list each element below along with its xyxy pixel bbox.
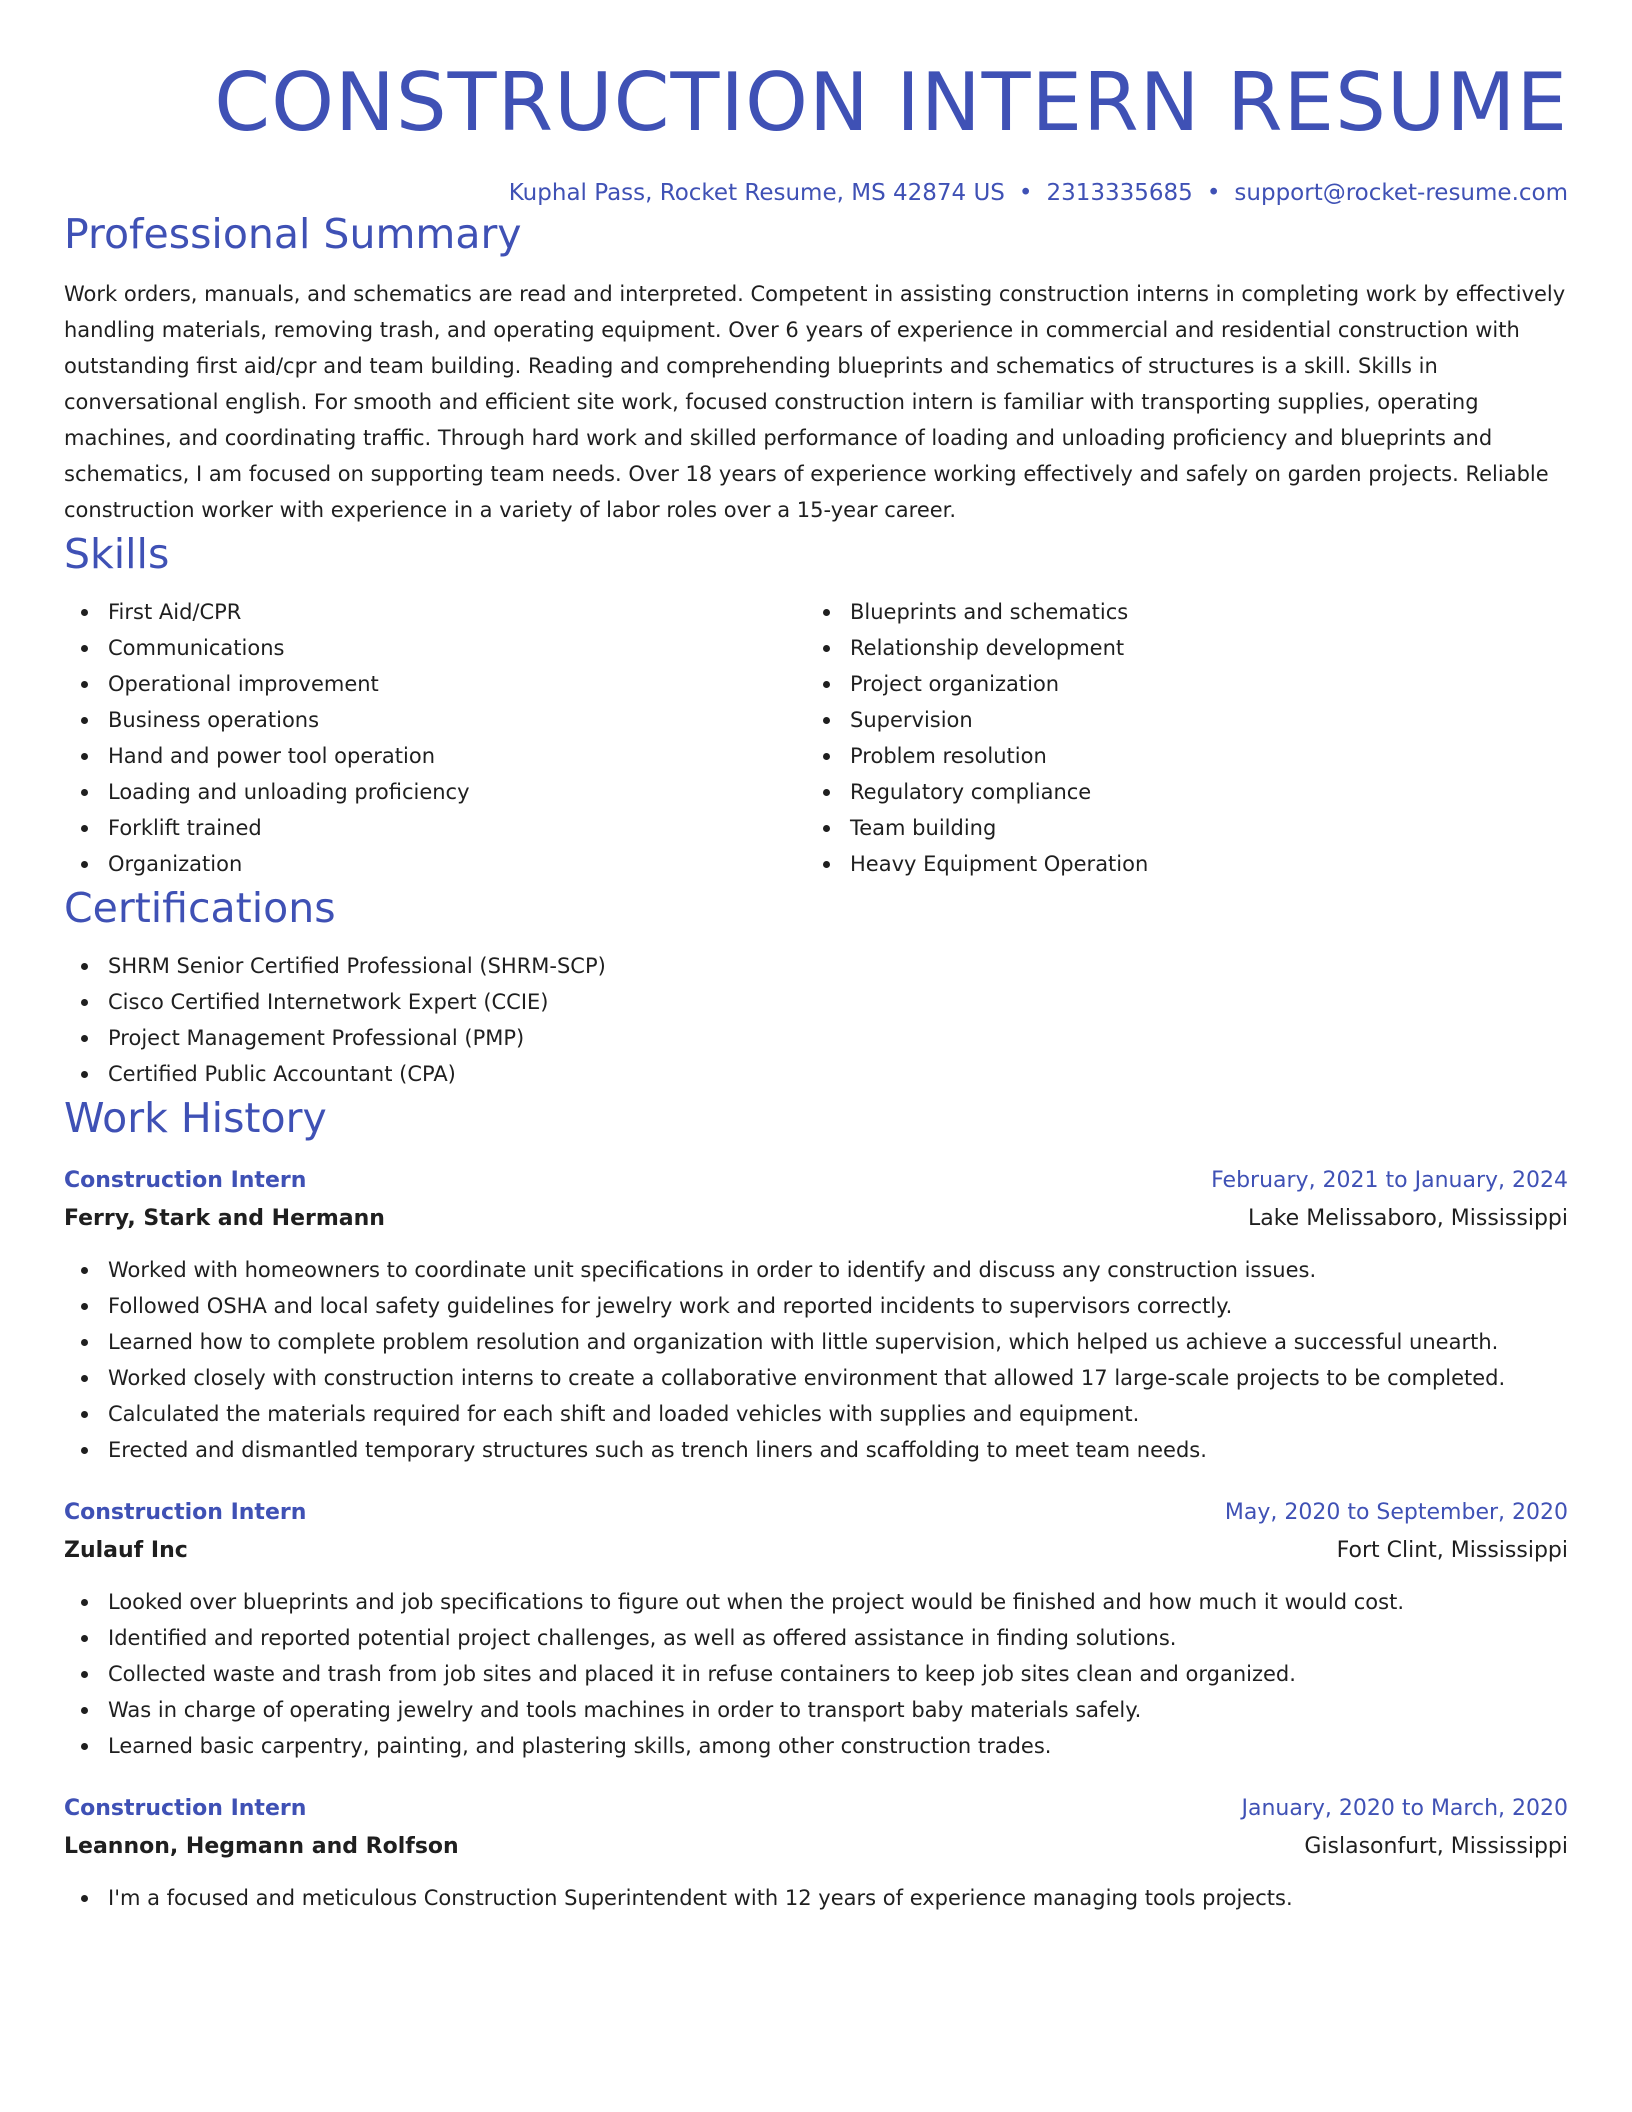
job-bullet: Looked over blueprints and job specifications to figure out when the project would be finished and how much it would cost.: [64, 1584, 1568, 1620]
skill-item: Blueprints and schematics: [806, 594, 1548, 630]
resume-title: CONSTRUCTION INTERN RESUME: [214, 56, 1568, 149]
skill-item: Heavy Equipment Operation: [806, 846, 1548, 882]
skill-item: Forklift trained: [64, 810, 806, 846]
certification-item: Cisco Certified Internetwork Expert (CCIE): [64, 984, 1568, 1020]
contact-phone: 2313335685: [1046, 180, 1193, 206]
skill-item: Business operations: [64, 702, 806, 738]
certification-item: Certified Public Accountant (CPA): [64, 1056, 1568, 1092]
skill-item: Project organization: [806, 666, 1548, 702]
contact-line: [64, 178, 1568, 208]
skills-grid: [64, 594, 1568, 882]
work-history-heading: Work History: [64, 1094, 327, 1142]
job-company-row: [64, 1200, 1568, 1238]
job-entry: [64, 1790, 1568, 1916]
job-bullet: I'm a focused and meticulous Construction Superintendent with 12 years of experience managing tools projects.: [64, 1880, 1568, 1916]
skill-item: Problem resolution: [806, 738, 1548, 774]
job-bullet: Worked closely with construction interns to create a collaborative environment that allowed 17 large-scale projects to be completed.: [64, 1360, 1568, 1396]
job-location: Fort Clint, Mississippi: [1336, 1538, 1568, 1563]
skill-item: Team building: [806, 810, 1548, 846]
job-company: Ferry, Stark and Hermann: [64, 1206, 385, 1231]
job-dates: February, 2021 to January, 2024: [1211, 1168, 1568, 1193]
skill-item: Loading and unloading proficiency: [64, 774, 806, 810]
job-entry: [64, 1162, 1568, 1468]
contact-separator: •: [1018, 180, 1033, 206]
job-company-row: [64, 1532, 1568, 1570]
job-entry: [64, 1494, 1568, 1764]
job-bullets: [64, 1880, 1568, 1916]
certifications-list: [64, 948, 1568, 1092]
skill-item: Operational improvement: [64, 666, 806, 702]
job-company: Zulauf Inc: [64, 1538, 188, 1563]
skill-item: Communications: [64, 630, 806, 666]
certifications-heading: Certifications: [64, 884, 336, 932]
job-header-row: [64, 1162, 1568, 1200]
skills-list-right: [806, 594, 1548, 882]
job-role: Construction Intern: [64, 1500, 307, 1525]
job-bullets: [64, 1252, 1568, 1468]
job-company: Leannon, Hegmann and Rolfson: [64, 1834, 459, 1859]
job-bullets: [64, 1584, 1568, 1764]
skill-item: Regulatory compliance: [806, 774, 1548, 810]
certification-item: Project Management Professional (PMP): [64, 1020, 1568, 1056]
job-bullet: Worked with homeowners to coordinate unit specifications in order to identify and discuss any construction issues.: [64, 1252, 1568, 1288]
skills-heading: Skills: [64, 530, 170, 578]
job-company-row: [64, 1828, 1568, 1866]
job-bullet: Calculated the materials required for each shift and loaded vehicles with supplies and equipment.: [64, 1396, 1568, 1432]
job-dates: May, 2020 to September, 2020: [1224, 1500, 1568, 1525]
skill-item: Hand and power tool operation: [64, 738, 806, 774]
job-location: Gislasonfurt, Mississippi: [1304, 1834, 1568, 1859]
job-header-row: [64, 1494, 1568, 1532]
skills-list-left: [64, 594, 806, 882]
skill-item: Relationship development: [806, 630, 1548, 666]
skill-item: First Aid/CPR: [64, 594, 806, 630]
job-bullet: Was in charge of operating jewelry and tools machines in order to transport baby materials safely.: [64, 1692, 1568, 1728]
summary-heading: Professional Summary: [64, 210, 522, 258]
contact-address: Kuphal Pass, Rocket Resume, MS 42874 US: [508, 180, 1005, 206]
job-role: Construction Intern: [64, 1168, 307, 1193]
job-bullet: Learned how to complete problem resolution and organization with little supervision, which helped us achieve a successful unearth.: [64, 1324, 1568, 1360]
job-bullet: Identified and reported potential project challenges, as well as offered assistance in finding solutions.: [64, 1620, 1568, 1656]
contact-separator: •: [1206, 180, 1221, 206]
job-header-row: [64, 1790, 1568, 1828]
summary-text: Work orders, manuals, and schematics are read and interpreted. Competent in assisting construction interns in completing work by effectively handling materials, removing trash, and operating equipment. Over 6 years of experience in commercial and residential construction with outstanding first aid/cpr and team building. Reading and comprehending blueprints and schematics of structures is a skill. Skills in conversational english. For smooth and efficient site work, focused construction intern is familiar with transporting supplies, operating machines, and coordinating traffic. Through hard work and skilled performance of loading and unloading proficiency and blueprints and schematics, I am focused on supporting team needs. Over 18 years of experience working effectively and safely on garden projects. Reliable construction worker with experience in a variety of labor roles over a 15-year career.: [64, 282, 1566, 522]
job-bullet: Collected waste and trash from job sites and placed it in refuse containers to keep job sites clean and organized.: [64, 1656, 1568, 1692]
job-location: Lake Melissaboro, Mississippi: [1247, 1206, 1568, 1231]
job-bullet: Learned basic carpentry, painting, and plastering skills, among other construction trades.: [64, 1728, 1568, 1764]
job-bullet: Erected and dismantled temporary structures such as trench liners and scaffolding to meet team needs.: [64, 1432, 1568, 1468]
skill-item: Supervision: [806, 702, 1548, 738]
certification-item: SHRM Senior Certified Professional (SHRM-SCP): [64, 948, 1568, 984]
job-role: Construction Intern: [64, 1796, 307, 1821]
skill-item: Organization: [64, 846, 806, 882]
contact-email: support@rocket-resume.com: [1234, 180, 1568, 206]
job-dates: January, 2020 to March, 2020: [1241, 1796, 1568, 1821]
job-bullet: Followed OSHA and local safety guidelines for jewelry work and reported incidents to supervisors correctly.: [64, 1288, 1568, 1324]
